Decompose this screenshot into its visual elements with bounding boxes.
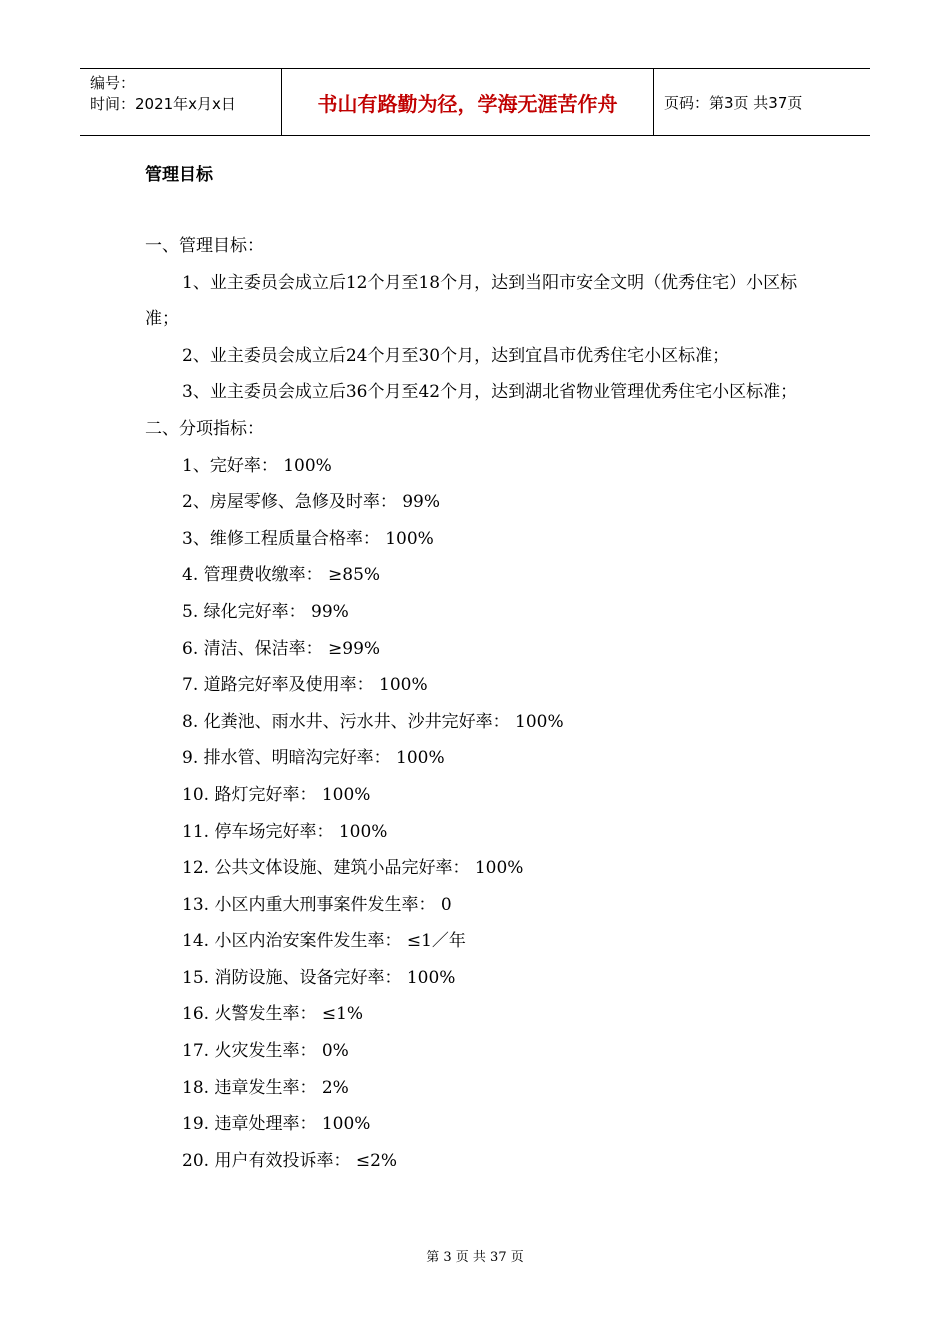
indicator-item: 8. 化粪池、雨水井、污水井、沙井完好率： 100% — [182, 711, 564, 732]
indicator-item: 6. 清洁、保洁率： ≥99% — [182, 638, 381, 659]
section-1-item: 2、业主委员会成立后24个月至30个月，达到宜昌市优秀住宅小区标准； — [182, 345, 730, 366]
header-motto: 书山有路勤为径，学海无涯苦作舟 — [282, 69, 654, 135]
indicator-item: 2、房屋零修、急修及时率： 99% — [182, 492, 441, 513]
indicator-item: 15. 消防设施、设备完好率： 100% — [182, 967, 456, 988]
indicator-item: 4. 管理费收缴率： ≥85% — [182, 565, 381, 586]
indicator-item: 18. 违章发生率： 2% — [182, 1077, 349, 1098]
section-1-heading: 一、管理目标： — [145, 236, 264, 256]
header-page-number: 页码：第3页 共37页 — [664, 93, 803, 112]
indicator-item: 11. 停车场完好率： 100% — [182, 821, 388, 842]
document-body — [145, 228, 810, 1179]
indicator-item: 19. 违章处理率： 100% — [182, 1114, 371, 1135]
indicator-item: 16. 火警发生率： ≤1% — [182, 1004, 364, 1025]
page-footer: 第 3 页 共 37 页 — [426, 1250, 524, 1265]
indicator-item: 20. 用户有效投诉率： ≤2% — [182, 1150, 398, 1171]
indicator-item: 9. 排水管、明暗沟完好率： 100% — [182, 748, 445, 769]
indicator-item: 1、完好率： 100% — [182, 455, 332, 476]
page-title: 管理目标 — [145, 165, 213, 185]
document-number-label: 编号： — [90, 74, 136, 92]
indicator-item: 13. 小区内重大刑事案件发生率： 0 — [182, 894, 452, 915]
indicator-item: 10. 路灯完好率： 100% — [182, 784, 371, 805]
indicator-item: 14. 小区内治安案件发生率： ≤1／年 — [182, 931, 466, 952]
indicator-item: 7. 道路完好率及使用率： 100% — [182, 675, 428, 696]
indicator-item: 12. 公共文体设施、建筑小品完好率： 100% — [182, 858, 524, 879]
section-1-item: 3、业主委员会成立后36个月至42个月，达到湖北省物业管理优秀住宅小区标准； — [182, 382, 798, 403]
header-meta — [80, 69, 282, 135]
indicator-item: 3、维修工程质量合格率： 100% — [182, 528, 434, 549]
indicator-item: 5. 绿化完好率： 99% — [182, 601, 349, 622]
document-time-label: 时间：2021年x月x日 — [90, 95, 236, 113]
section-1-item: 1、业主委员会成立后12个月至18个月，达到当阳市安全文明（优秀住宅）小区标准； — [145, 272, 798, 330]
page-header — [80, 68, 870, 136]
indicator-item: 17. 火灾发生率： 0% — [182, 1041, 349, 1062]
section-2-heading: 二、分项指标： — [145, 418, 264, 439]
